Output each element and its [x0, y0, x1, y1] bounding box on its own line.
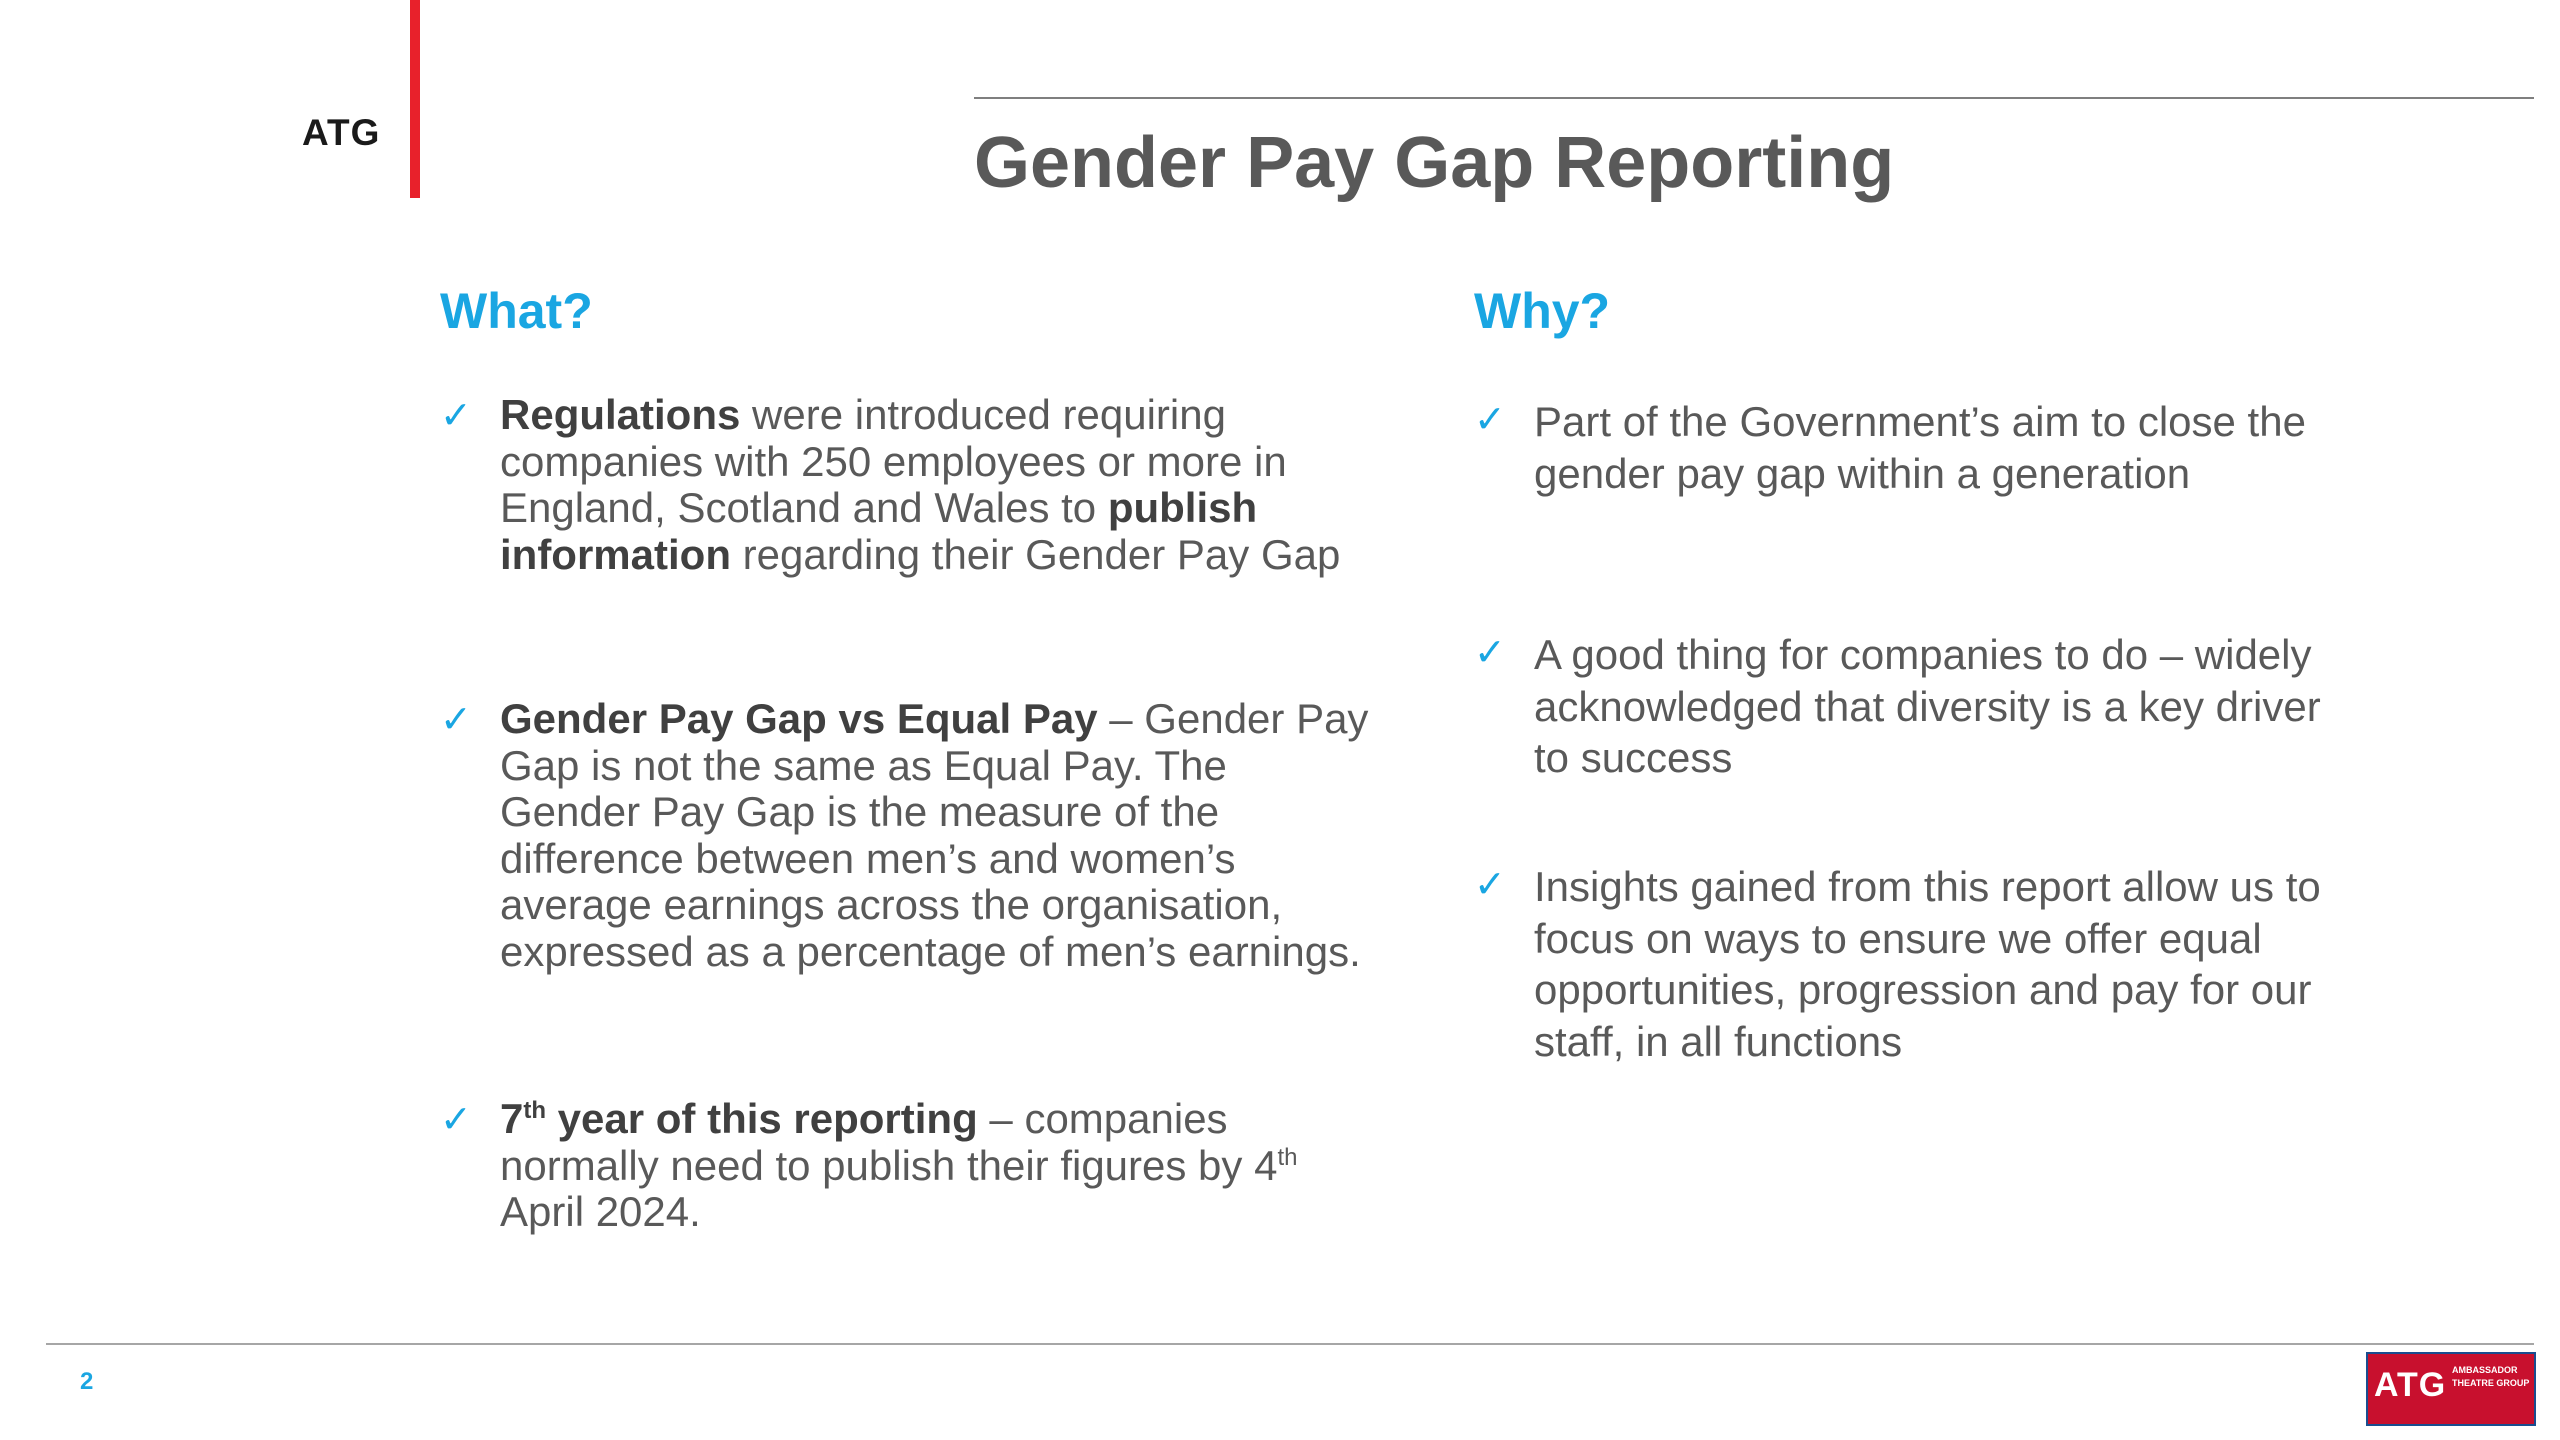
what-heading: What?: [440, 283, 593, 339]
brand-accent-bar: [410, 0, 420, 198]
brand-logo-text: ATG: [302, 112, 381, 153]
footer-divider: [46, 1343, 2534, 1345]
what-bullet-text: Regulations were introduced requiring companies with 250 employees or more in England, Scotland and Wales to publish information regarding their Gender Pay Gap: [500, 391, 1341, 578]
why-heading: Why?: [1474, 283, 1611, 339]
checkmark-icon: ✓: [1474, 397, 1506, 441]
page-number: 2: [80, 1368, 94, 1395]
why-bullet-text: A good thing for companies to do – widely acknowledged that diversity is a key driver to success: [1534, 631, 2321, 781]
why-column: [1474, 276, 2374, 1065]
why-bullet-text: Part of the Government’s aim to close the gender pay gap within a generation: [1534, 398, 2306, 497]
what-column: [440, 276, 1369, 1235]
what-bullet-text: Gender Pay Gap vs Equal Pay – Gender Pay Gap is not the same as Equal Pay. The Gender Pay Gap is the measure of the difference between men’s and women’s average earnings across the organisation, expressed as a percentage of men’s earnings.: [500, 695, 1369, 975]
checkmark-icon: ✓: [1474, 630, 1506, 674]
title-divider: [974, 97, 2534, 99]
page-title: Gender Pay Gap Reporting: [974, 123, 1895, 203]
what-bullet-text: 7th year of this reporting – companies normally need to publish their figures by 4th April 2024.: [500, 1095, 1298, 1235]
checkmark-icon: ✓: [440, 697, 472, 741]
atg-footer-logo: [2366, 1352, 2536, 1426]
checkmark-icon: ✓: [440, 393, 472, 437]
footer-logo-mark: ATG: [2374, 1366, 2447, 1404]
why-bullet-text: Insights gained from this report allow us to focus on ways to ensure we offer equal opportunities, progression and pay for our staff, in all functions: [1534, 863, 2321, 1065]
checkmark-icon: ✓: [1474, 862, 1506, 906]
checkmark-icon: ✓: [440, 1097, 472, 1141]
footer-logo-subtitle: AMBASSADOR THEATRE GROUP: [2452, 1365, 2530, 1388]
